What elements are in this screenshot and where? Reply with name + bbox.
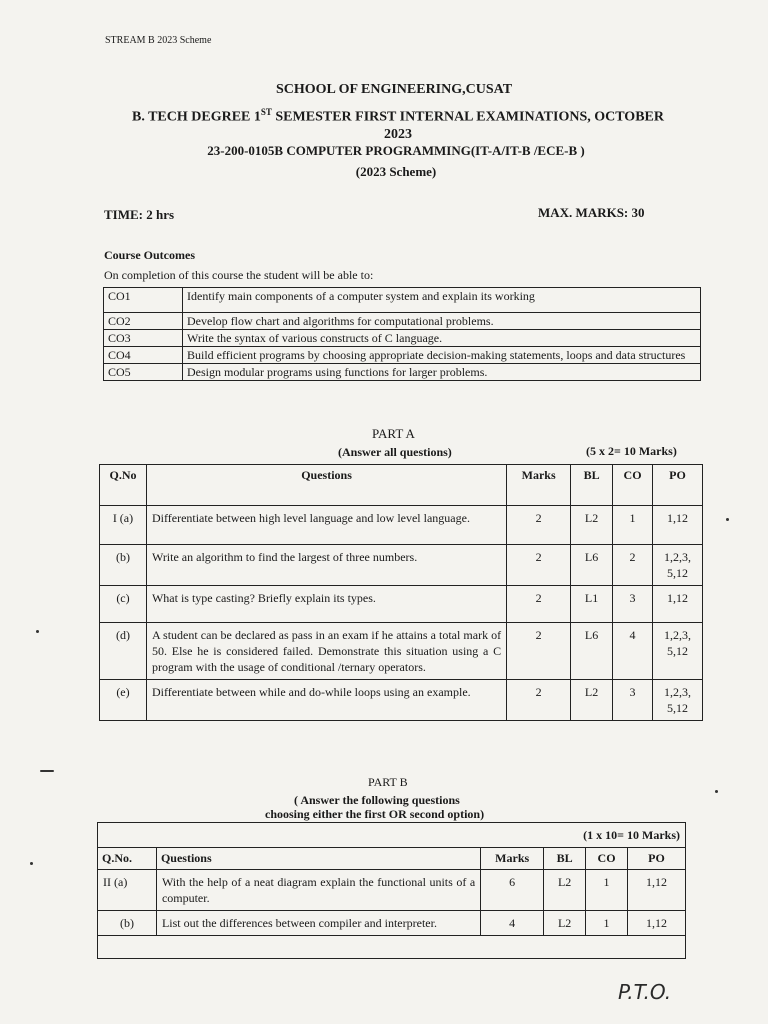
question-po: 1,12 bbox=[653, 506, 703, 545]
col-po: PO bbox=[628, 848, 686, 870]
co-text: Build efficient programs by choosing appropriate decision-making statements, loops and data structures bbox=[183, 347, 701, 364]
question-co: 4 bbox=[613, 623, 653, 680]
col-bl: BL bbox=[544, 848, 586, 870]
table-row bbox=[104, 364, 701, 381]
question-po: 1,2,3, 5,12 bbox=[653, 680, 703, 721]
col-co: CO bbox=[586, 848, 628, 870]
question-number: (b) bbox=[100, 545, 147, 586]
table-row bbox=[100, 680, 703, 721]
question-marks: 2 bbox=[507, 623, 571, 680]
question-po: 1,2,3, 5,12 bbox=[653, 623, 703, 680]
course-outcomes-subtitle: On completion of this course the student will be able to: bbox=[104, 268, 374, 282]
exam-title-pre: B. TECH DEGREE 1 bbox=[131, 109, 261, 125]
table-row bbox=[104, 347, 701, 364]
course-outcomes-title: Course Outcomes bbox=[104, 248, 195, 262]
co-code: CO4 bbox=[104, 347, 183, 364]
part-b-instruction-2: choosing either the first OR second option) bbox=[265, 807, 485, 821]
question-co: 1 bbox=[613, 506, 653, 545]
question-number: II (a) bbox=[98, 870, 157, 911]
part-a-title: PART A bbox=[372, 426, 415, 441]
question-number: (b) bbox=[98, 911, 157, 936]
question-text: List out the differences between compiler and interpreter. bbox=[156, 911, 480, 936]
question-co: 1 bbox=[586, 870, 628, 911]
co-code: CO1 bbox=[104, 288, 183, 313]
scheme-label: (2023 Scheme) bbox=[355, 164, 437, 179]
part-b-table bbox=[97, 822, 686, 959]
question-marks: 2 bbox=[507, 680, 571, 721]
exam-title bbox=[14, 104, 768, 143]
question-bl: L6 bbox=[571, 623, 613, 680]
question-co: 3 bbox=[613, 680, 653, 721]
question-marks: 6 bbox=[481, 870, 544, 911]
question-co: 2 bbox=[613, 545, 653, 586]
course-outcomes-table bbox=[103, 287, 701, 381]
co-text: Identify main components of a computer system and explain its working bbox=[183, 288, 701, 313]
part-a-marks: (5 x 2= 10 Marks) bbox=[586, 444, 677, 458]
question-number: (d) bbox=[100, 623, 147, 680]
question-po: 1,12 bbox=[628, 870, 686, 911]
part-b-instruction-1: ( Answer the following questions bbox=[294, 793, 460, 807]
pto-note: P.T.O. bbox=[618, 980, 672, 1004]
stream-label: STREAM B 2023 Scheme bbox=[105, 35, 212, 46]
co-text: Write the syntax of various constructs of C language. bbox=[183, 330, 701, 347]
question-number: (c) bbox=[100, 586, 147, 623]
col-marks: Marks bbox=[481, 848, 544, 870]
question-bl: L2 bbox=[571, 680, 613, 721]
exam-title-post: SEMESTER FIRST INTERNAL EXAMINATIONS, OCTOBER bbox=[271, 109, 664, 125]
col-questions: Questions bbox=[146, 465, 506, 506]
question-co: 3 bbox=[613, 586, 653, 623]
table-row bbox=[100, 506, 703, 545]
question-text: Differentiate between high level language and low level language. bbox=[146, 506, 506, 545]
question-text: Write an algorithm to find the largest of three numbers. bbox=[146, 545, 506, 586]
part-b-marks-row bbox=[98, 823, 686, 848]
question-marks: 2 bbox=[507, 506, 571, 545]
table-row bbox=[104, 330, 701, 347]
max-marks: MAX. MARKS: 30 bbox=[538, 205, 645, 220]
scan-speck bbox=[36, 630, 39, 633]
col-marks: Marks bbox=[507, 465, 571, 506]
question-marks: 2 bbox=[507, 545, 571, 586]
question-text: With the help of a neat diagram explain the functional units of a computer. bbox=[156, 870, 480, 911]
empty-cell bbox=[98, 936, 686, 959]
exam-time: TIME: 2 hrs bbox=[104, 207, 175, 222]
question-po: 1,12 bbox=[653, 586, 703, 623]
part-b-marks: (1 x 10= 10 Marks) bbox=[98, 823, 686, 848]
table-header-row bbox=[100, 465, 703, 506]
question-number: (e) bbox=[100, 680, 147, 721]
exam-title-year: 2023 bbox=[384, 126, 412, 142]
question-bl: L6 bbox=[571, 545, 613, 586]
table-row bbox=[100, 586, 703, 623]
table-row bbox=[104, 313, 701, 330]
table-header-row bbox=[98, 848, 686, 870]
co-text: Develop flow chart and algorithms for computational problems. bbox=[183, 313, 701, 330]
question-text: What is type casting? Briefly explain its types. bbox=[146, 586, 506, 623]
co-code: CO5 bbox=[104, 364, 183, 381]
col-qno: Q.No. bbox=[98, 848, 157, 870]
scan-speck bbox=[40, 770, 54, 772]
question-bl: L1 bbox=[571, 586, 613, 623]
exam-title-sup: ST bbox=[260, 107, 272, 117]
question-number: I (a) bbox=[100, 506, 147, 545]
part-a-instruction: (Answer all questions) bbox=[338, 445, 452, 459]
part-b-title: PART B bbox=[368, 775, 408, 789]
course-title: 23-200-0105B COMPUTER PROGRAMMING(IT-A/IT-B /ECE-B ) bbox=[207, 143, 585, 158]
col-qno: Q.No bbox=[100, 465, 147, 506]
question-po: 1,12 bbox=[628, 911, 686, 936]
table-row bbox=[104, 288, 701, 313]
part-a-table bbox=[99, 464, 703, 721]
question-bl: L2 bbox=[544, 870, 586, 911]
table-row bbox=[100, 623, 703, 680]
col-co: CO bbox=[613, 465, 653, 506]
question-text: A student can be declared as pass in an exam if he attains a total mark of 50. Else he is considered failed. Demonstrate this situation using a C program with the usage of conditional /ternary operators. bbox=[146, 623, 506, 680]
question-bl: L2 bbox=[571, 506, 613, 545]
col-questions: Questions bbox=[156, 848, 480, 870]
co-text: Design modular programs using functions for larger problems. bbox=[183, 364, 701, 381]
school-name: SCHOOL OF ENGINEERING,CUSAT bbox=[275, 82, 513, 97]
col-bl: BL bbox=[571, 465, 613, 506]
question-bl: L2 bbox=[544, 911, 586, 936]
co-code: CO3 bbox=[104, 330, 183, 347]
table-row bbox=[100, 545, 703, 586]
question-po: 1,2,3, 5,12 bbox=[653, 545, 703, 586]
scan-speck bbox=[30, 862, 33, 865]
table-row bbox=[98, 911, 686, 936]
scan-speck bbox=[726, 518, 729, 521]
question-text: Differentiate between while and do-while loops using an example. bbox=[146, 680, 506, 721]
col-po: PO bbox=[653, 465, 703, 506]
table-row-empty bbox=[98, 936, 686, 959]
scan-speck bbox=[715, 790, 718, 793]
co-code: CO2 bbox=[104, 313, 183, 330]
question-marks: 4 bbox=[481, 911, 544, 936]
question-marks: 2 bbox=[507, 586, 571, 623]
question-co: 1 bbox=[586, 911, 628, 936]
table-row bbox=[98, 870, 686, 911]
